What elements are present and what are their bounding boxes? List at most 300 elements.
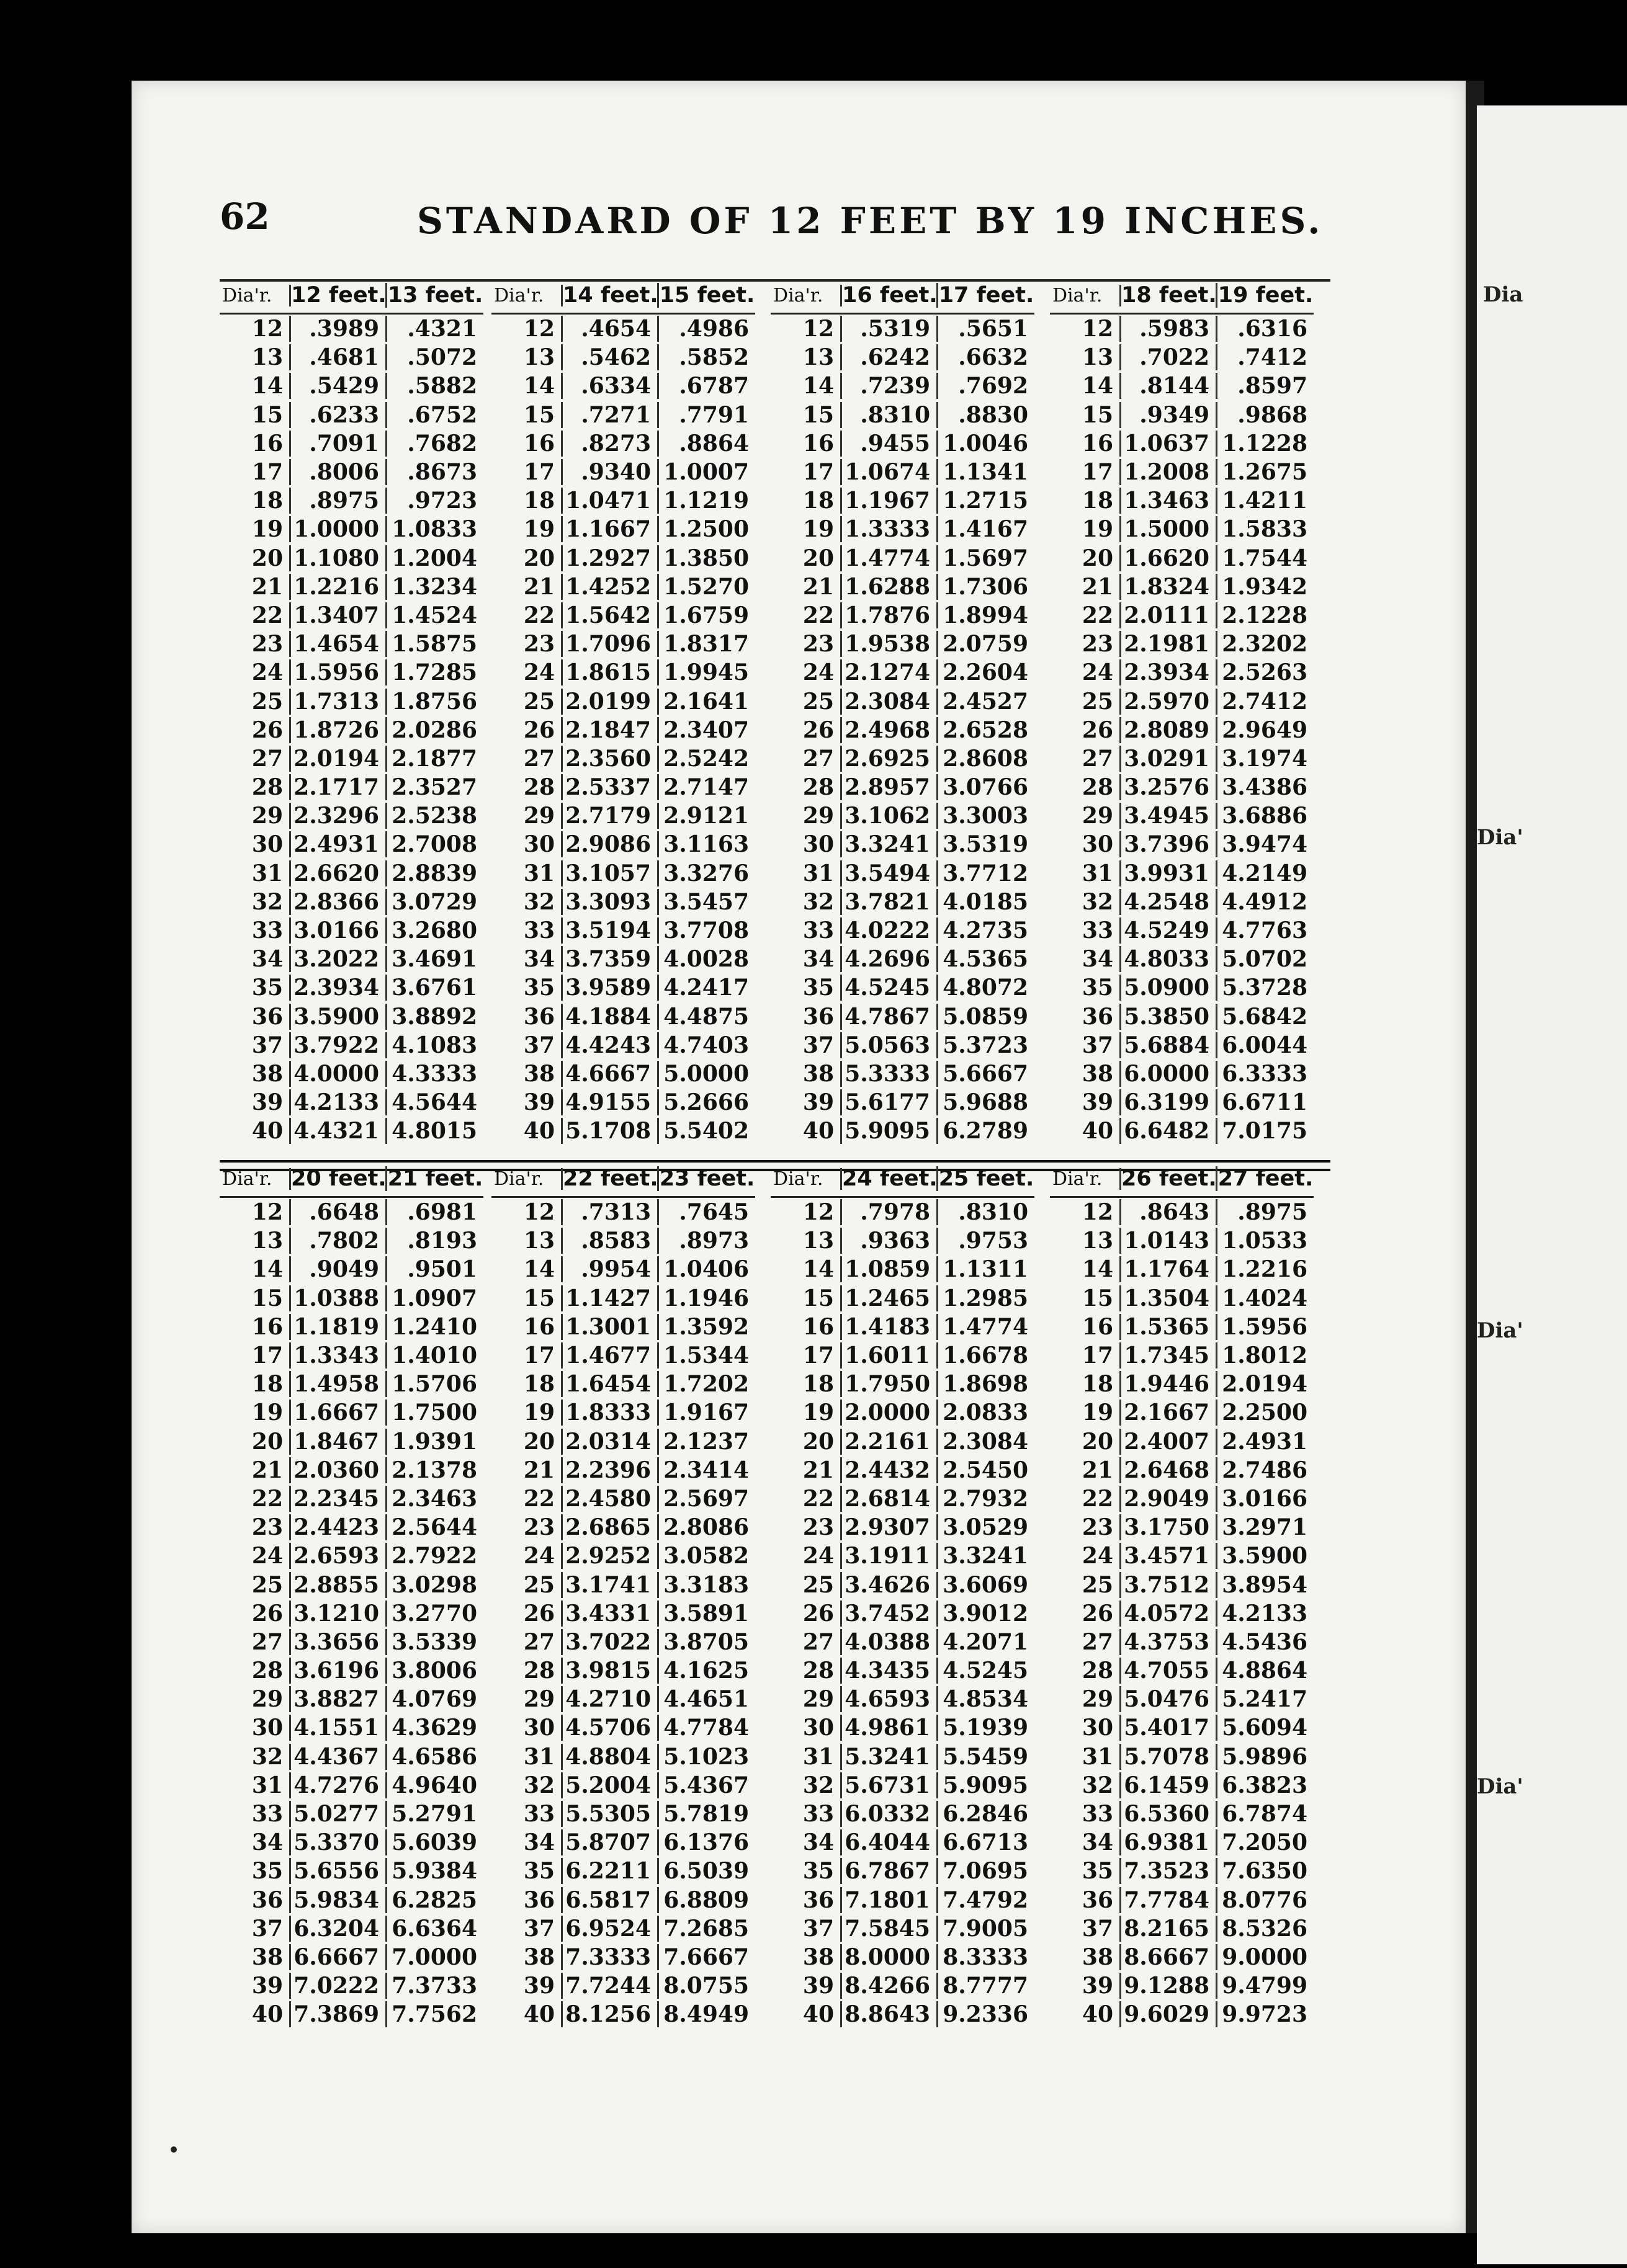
table-row [771, 687, 1034, 715]
value-cell: .4681 [291, 344, 387, 370]
value-cell: 8.8643 [842, 2001, 938, 2027]
table-row [1050, 1313, 1314, 1341]
value-cell: 1.5344 [663, 1342, 749, 1369]
diameter-cell: 25 [491, 1572, 563, 1598]
diameter-cell: 31 [491, 1744, 563, 1770]
table-row [1050, 401, 1314, 429]
table-row [220, 1456, 483, 1484]
value-cell: .6752 [407, 401, 477, 428]
table-row [771, 1484, 1034, 1513]
table-row [491, 945, 755, 973]
diameter-cell: 33 [220, 917, 291, 944]
value-cell: 6.1376 [663, 1829, 749, 1856]
table-row [1050, 1060, 1314, 1088]
value-cell: 2.9086 [563, 831, 659, 857]
value-cell: 8.4266 [842, 1973, 938, 1999]
diameter-cell: 23 [771, 631, 842, 657]
table-row [491, 1031, 755, 1060]
value-cell: 2.0111 [1121, 602, 1217, 628]
table-row [491, 1599, 755, 1628]
diameter-cell: 30 [771, 1715, 842, 1741]
value-cell: 1.9446 [1121, 1371, 1217, 1397]
value-cell: .8583 [563, 1228, 659, 1254]
diameter-cell: 28 [1050, 1658, 1121, 1684]
diameter-cell: 35 [771, 1858, 842, 1884]
value-cell: 3.0298 [392, 1571, 477, 1598]
table-row [1050, 1226, 1314, 1255]
value-cell: 5.2417 [1222, 1686, 1307, 1713]
value-cell: 2.5242 [663, 745, 749, 772]
diameter-cell: 24 [220, 1543, 291, 1569]
value-cell: 1.5000 [1121, 516, 1217, 542]
value-cell: 2.3934 [1121, 659, 1217, 685]
diameter-cell: 33 [220, 1801, 291, 1827]
diameter-cell: 35 [220, 1858, 291, 1884]
value-cell: .4321 [407, 316, 477, 342]
diameter-cell: 22 [220, 602, 291, 628]
value-cell: 1.5697 [943, 545, 1028, 571]
value-cell: 4.0388 [842, 1629, 938, 1655]
table-row [1050, 1800, 1314, 1828]
value-cell: 4.5245 [842, 975, 938, 1001]
table-row [1050, 372, 1314, 400]
diameter-cell: 13 [220, 1228, 291, 1254]
column-header: 25 feet. [938, 1166, 1034, 1191]
value-cell: 1.7306 [943, 573, 1028, 600]
table-row [771, 1542, 1034, 1570]
diameter-cell: 37 [491, 1916, 563, 1942]
diameter-cell: 38 [1050, 1944, 1121, 1970]
diameter-cell: 31 [491, 860, 563, 886]
value-cell: 2.8086 [663, 1514, 749, 1541]
table-row [1050, 1857, 1314, 1885]
diameter-cell: 29 [220, 803, 291, 829]
column-header: 16 feet. [842, 283, 938, 308]
value-cell: 8.0000 [842, 1944, 938, 1970]
table-row [220, 1743, 483, 1771]
value-cell: 1.5956 [291, 659, 387, 685]
value-cell: 4.8534 [943, 1686, 1028, 1713]
table-row [771, 945, 1034, 973]
value-cell: 1.8012 [1222, 1342, 1307, 1369]
table-row [771, 1914, 1034, 1943]
table-row [491, 830, 755, 859]
table-row [491, 573, 755, 601]
table-row [220, 830, 483, 859]
value-cell: 1.4211 [1222, 488, 1307, 514]
value-cell: 7.4792 [943, 1886, 1028, 1913]
table-row [220, 716, 483, 744]
diameter-cell: 37 [1050, 1916, 1121, 1942]
table-row [1050, 973, 1314, 1002]
diameter-cell: 33 [491, 917, 563, 944]
value-cell: 7.1801 [842, 1887, 938, 1913]
value-cell: 3.7708 [663, 917, 749, 944]
table-row [771, 601, 1034, 630]
table-row [771, 1713, 1034, 1742]
table-row [1050, 1542, 1314, 1570]
table-row [220, 1656, 483, 1685]
value-cell: 6.9381 [1121, 1829, 1217, 1855]
value-cell: 2.0000 [842, 1400, 938, 1426]
table-row [771, 573, 1034, 601]
table-row [491, 888, 755, 916]
diameter-cell: 31 [220, 1772, 291, 1798]
ink-spot [171, 2146, 177, 2153]
value-cell: 2.4423 [291, 1514, 387, 1540]
table-row [491, 544, 755, 573]
diameter-cell: 38 [491, 1944, 563, 1970]
value-cell: 4.8072 [943, 975, 1028, 1001]
diameter-cell: 28 [491, 1658, 563, 1684]
column-header: 17 feet. [938, 283, 1034, 308]
diameter-cell: 18 [771, 488, 842, 514]
diameter-cell: 16 [771, 431, 842, 457]
diameter-cell: 40 [491, 2001, 563, 2027]
value-cell: 1.4958 [291, 1371, 387, 1397]
table-row [220, 1284, 483, 1313]
diameter-cell: 15 [220, 402, 291, 428]
value-cell: 3.7022 [563, 1629, 659, 1655]
diameter-cell: 20 [491, 545, 563, 571]
diameter-cell: 17 [220, 459, 291, 485]
table-row [220, 1542, 483, 1570]
value-cell: 2.8089 [1121, 717, 1217, 743]
diameter-cell: 24 [771, 659, 842, 685]
diameter-cell: 13 [491, 1228, 563, 1254]
diameter-cell: 40 [771, 2001, 842, 2027]
table-row [1050, 716, 1314, 744]
diameter-cell: 34 [491, 946, 563, 972]
diameter-cell: 21 [1050, 574, 1121, 600]
table-row [771, 401, 1034, 429]
value-cell: .8193 [407, 1228, 477, 1254]
diameter-cell: 35 [491, 975, 563, 1001]
value-cell: 7.0222 [291, 1973, 387, 1999]
value-cell: 2.9121 [663, 803, 749, 829]
value-cell: 1.7202 [663, 1371, 749, 1398]
value-cell: 2.4432 [842, 1457, 938, 1483]
diameter-cell: 24 [491, 659, 563, 685]
table-row [491, 1513, 755, 1542]
value-cell: 1.8333 [563, 1400, 659, 1426]
table-row [220, 773, 483, 801]
table-row [220, 1771, 483, 1800]
table-row [491, 773, 755, 801]
table-row [771, 1513, 1034, 1542]
value-cell: 4.4912 [1222, 888, 1307, 915]
value-cell: 1.9342 [1222, 573, 1307, 600]
value-cell: 1.6667 [291, 1400, 387, 1426]
table-row [220, 1427, 483, 1456]
value-cell: .8310 [842, 402, 938, 428]
table-row [220, 1117, 483, 1145]
value-cell: 6.6713 [943, 1829, 1028, 1856]
value-cell: 5.6556 [291, 1858, 387, 1884]
table-row [771, 1117, 1034, 1145]
table-row [491, 801, 755, 830]
diameter-cell: 32 [491, 1772, 563, 1798]
value-cell: 1.6759 [663, 602, 749, 628]
diameter-cell: 34 [1050, 1829, 1121, 1855]
diameter-cell: 23 [1050, 1514, 1121, 1540]
value-cell: 7.0695 [943, 1858, 1028, 1885]
diameter-cell: 21 [220, 1457, 291, 1483]
table-header-row [1050, 1161, 1314, 1198]
table-row [1050, 1656, 1314, 1685]
diameter-cell: 32 [220, 889, 291, 915]
facing-page [1477, 105, 1627, 2264]
diameter-cell: 36 [1050, 1004, 1121, 1030]
table-header-row [771, 1161, 1034, 1198]
diameter-cell: 25 [771, 689, 842, 715]
value-cell: 3.0166 [291, 917, 387, 944]
value-cell: 3.0291 [1121, 746, 1217, 772]
table-row [491, 343, 755, 372]
diameter-cell: 21 [1050, 1457, 1121, 1483]
value-cell: 7.0000 [392, 1944, 477, 1970]
value-cell: 2.1667 [1121, 1400, 1217, 1426]
value-cell: 6.3333 [1222, 1060, 1307, 1087]
value-cell: 7.2685 [663, 1915, 749, 1942]
value-cell: .8830 [958, 401, 1028, 428]
table-row [771, 1743, 1034, 1771]
table-row [1050, 1828, 1314, 1857]
value-cell: 4.7763 [1222, 917, 1307, 944]
value-cell: 4.2735 [943, 917, 1028, 944]
diameter-cell: 40 [491, 1118, 563, 1144]
value-cell: 1.1667 [563, 516, 659, 542]
diameter-cell: 19 [220, 516, 291, 542]
value-cell: 1.3343 [291, 1342, 387, 1368]
diameter-cell: 13 [771, 344, 842, 370]
value-cell: .5651 [958, 316, 1028, 342]
value-cell: 1.0637 [1121, 431, 1217, 457]
table-row [491, 1398, 755, 1427]
value-cell: 5.1708 [563, 1118, 659, 1144]
diameter-cell: 36 [771, 1004, 842, 1030]
diameter-cell: 36 [491, 1887, 563, 1913]
diameter-cell: 16 [1050, 1314, 1121, 1340]
table-row [220, 744, 483, 773]
diameter-cell: 25 [220, 1572, 291, 1598]
value-cell: 3.6761 [392, 975, 477, 1001]
value-cell: 8.3333 [943, 1944, 1028, 1970]
table-row [771, 1857, 1034, 1885]
value-cell: 7.3333 [563, 1944, 659, 1970]
value-cell: 1.2985 [943, 1285, 1028, 1311]
diameter-cell: 21 [771, 1457, 842, 1483]
value-cell: 3.5494 [842, 860, 938, 886]
diameter-cell: 32 [771, 1772, 842, 1798]
value-cell: 8.2165 [1121, 1916, 1217, 1942]
value-cell: 7.3733 [392, 1973, 477, 1999]
value-cell: 2.6468 [1121, 1457, 1217, 1483]
value-cell: 1.6620 [1121, 545, 1217, 571]
value-cell: 3.0529 [943, 1514, 1028, 1541]
column-header: 19 feet. [1217, 283, 1314, 308]
value-cell: 1.1967 [842, 488, 938, 514]
value-cell: 5.3723 [943, 1032, 1028, 1058]
value-cell: 9.1288 [1121, 1973, 1217, 1999]
diameter-cell: 25 [1050, 689, 1121, 715]
diameter-cell: 17 [1050, 1342, 1121, 1368]
table-row [1050, 1914, 1314, 1943]
table-row [220, 315, 483, 343]
value-cell: 2.9307 [842, 1514, 938, 1540]
value-cell: 4.0000 [291, 1061, 387, 1087]
table-header-row [1050, 278, 1314, 315]
table-row [220, 859, 483, 888]
value-cell: 2.5238 [392, 803, 477, 829]
value-cell: 2.3084 [842, 689, 938, 715]
value-cell: 3.4386 [1222, 774, 1307, 801]
value-cell: 7.7244 [563, 1973, 659, 1999]
value-cell: 3.1062 [842, 803, 938, 829]
dia-header: Dia'r. [771, 1168, 842, 1190]
value-cell: 2.4931 [1222, 1428, 1307, 1455]
page-number: 62 [220, 195, 270, 238]
value-cell: 3.8006 [392, 1658, 477, 1684]
diameter-cell: 31 [771, 860, 842, 886]
table-row [491, 1284, 755, 1313]
value-cell: 1.2004 [392, 545, 477, 571]
value-cell: 4.9861 [842, 1715, 938, 1741]
dia-header: Dia'r. [220, 285, 291, 306]
table-row [220, 1828, 483, 1857]
value-cell: 1.4183 [842, 1314, 938, 1340]
value-cell: 1.7500 [392, 1400, 477, 1426]
value-cell: 5.9896 [1222, 1743, 1307, 1770]
value-cell: 4.6667 [563, 1061, 659, 1087]
table-row [771, 744, 1034, 773]
value-cell: 1.0406 [663, 1256, 749, 1283]
column-header: 14 feet. [563, 283, 658, 308]
value-cell: 4.0572 [1121, 1601, 1217, 1627]
value-cell: 1.1080 [291, 545, 387, 571]
value-cell: 8.7777 [943, 1973, 1028, 1999]
table-row [771, 1284, 1034, 1313]
value-cell: 1.3850 [663, 545, 749, 571]
value-cell: 7.9005 [943, 1915, 1028, 1942]
diameter-cell: 29 [220, 1686, 291, 1712]
value-cell: 6.2825 [392, 1886, 477, 1913]
value-cell: 3.7922 [291, 1032, 387, 1058]
value-cell: 1.8317 [663, 631, 749, 658]
value-cell: 1.2500 [663, 516, 749, 543]
value-cell: 4.4321 [291, 1118, 387, 1144]
value-cell: .7692 [958, 373, 1028, 400]
table-row [1050, 1002, 1314, 1031]
value-cell: 7.2050 [1222, 1829, 1307, 1856]
value-cell: 2.7412 [1222, 688, 1307, 715]
column-header: 22 feet. [563, 1166, 658, 1191]
value-cell: 3.1974 [1222, 745, 1307, 772]
table-row [220, 1857, 483, 1885]
diameter-cell: 22 [1050, 602, 1121, 628]
value-cell: 7.6667 [663, 1944, 749, 1970]
value-cell: 1.5706 [392, 1371, 477, 1398]
value-cell: 2.3414 [663, 1457, 749, 1483]
value-cell: 3.4331 [563, 1601, 659, 1627]
value-cell: 3.9474 [1222, 831, 1307, 858]
value-cell: 5.2791 [392, 1801, 477, 1828]
table-row [771, 1685, 1034, 1713]
value-cell: 2.6593 [291, 1543, 387, 1569]
diameter-cell: 21 [491, 1457, 563, 1483]
value-cell: 6.9524 [563, 1916, 659, 1942]
column-header: 15 feet. [659, 283, 755, 308]
value-cell: 2.6865 [563, 1514, 659, 1540]
value-cell: 6.0000 [1121, 1061, 1217, 1087]
value-cell: 2.7147 [663, 774, 749, 801]
value-cell: 2.8608 [943, 745, 1028, 772]
diameter-cell: 27 [220, 1629, 291, 1655]
value-cell: 3.3276 [663, 860, 749, 886]
diameter-cell: 36 [491, 1004, 563, 1030]
value-cell: 3.3241 [943, 1543, 1028, 1569]
value-cell: 3.1750 [1121, 1514, 1217, 1540]
value-cell: 5.0702 [1222, 946, 1307, 973]
diameter-cell: 29 [1050, 1686, 1121, 1712]
diameter-cell: 21 [491, 574, 563, 600]
table-row [220, 544, 483, 573]
value-cell: 1.1219 [663, 488, 749, 514]
value-cell: 3.0582 [663, 1543, 749, 1569]
table-row [220, 1800, 483, 1828]
diameter-cell: 37 [1050, 1032, 1121, 1058]
diameter-cell: 17 [771, 1342, 842, 1368]
diameter-cell: 30 [1050, 831, 1121, 857]
table-row [491, 1370, 755, 1398]
table-row [771, 486, 1034, 515]
value-cell: 4.2548 [1121, 889, 1217, 915]
value-cell: 5.2004 [563, 1772, 659, 1798]
value-cell: 3.9931 [1121, 860, 1217, 886]
value-cell: 2.7922 [392, 1543, 477, 1569]
value-cell: 1.6011 [842, 1342, 938, 1368]
diameter-cell: 40 [220, 2001, 291, 2027]
table-row [1050, 1570, 1314, 1599]
value-cell: .9501 [407, 1256, 477, 1283]
diameter-cell: 30 [491, 1715, 563, 1741]
table-row [220, 1943, 483, 1971]
table-row [771, 1886, 1034, 1914]
table-row [771, 1341, 1034, 1370]
diameter-cell: 16 [220, 431, 291, 457]
value-cell: 3.2022 [291, 946, 387, 972]
diameter-cell: 20 [220, 545, 291, 571]
table-row [220, 687, 483, 715]
value-cell: 2.0360 [291, 1457, 387, 1483]
table-row [1050, 1628, 1314, 1656]
diameter-cell: 40 [771, 1118, 842, 1144]
value-cell: 1.7876 [842, 602, 938, 628]
table-row [771, 1943, 1034, 1971]
table-panel [1050, 1161, 1314, 2029]
value-cell: 3.2770 [392, 1600, 477, 1627]
table-row [491, 1198, 755, 1226]
value-cell: 6.5817 [563, 1887, 659, 1913]
table-row [220, 1031, 483, 1060]
diameter-cell: 26 [491, 1601, 563, 1627]
table-row [220, 945, 483, 973]
value-cell: .4654 [563, 316, 659, 342]
value-cell: 6.0332 [842, 1801, 938, 1827]
value-cell: .8273 [563, 431, 659, 457]
table-panel [771, 278, 1034, 1145]
value-cell: 1.2927 [563, 545, 659, 571]
